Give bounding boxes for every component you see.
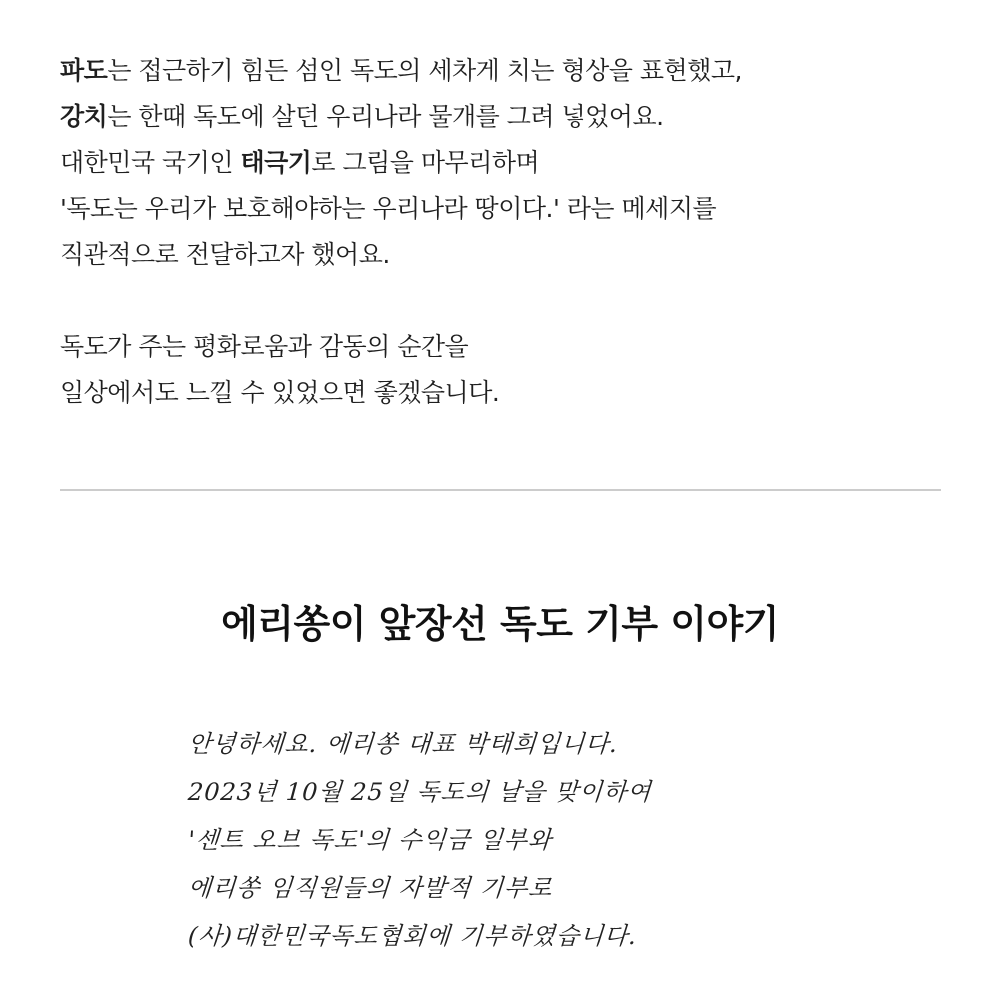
intro-line-7: 일상에서도 느낄 수 있었으면 좋겠습니다. bbox=[60, 378, 500, 407]
intro-text-block bbox=[60, 48, 960, 416]
handwritten-line-2: 2023년 10월 25일 독도의 날을 맞이하여 bbox=[187, 778, 653, 806]
intro-line-4: '독도는 우리가 보호해야하는 우리나라 땅이다.' 라는 메세지를 bbox=[60, 194, 717, 223]
keyword-wave: 파도 bbox=[60, 56, 108, 85]
intro-line-3-before: 대한민국 국기인 bbox=[60, 148, 241, 177]
handwritten-line-4: 에리쏭 임직원들의 자발적 기부로 bbox=[187, 874, 554, 902]
handwritten-line-1: 안녕하세요. 에리쏭 대표 박태희입니다. bbox=[187, 730, 620, 758]
section-divider bbox=[60, 489, 941, 491]
paragraph-gap bbox=[60, 278, 960, 324]
intro-line-5: 직관적으로 전달하고자 했어요. bbox=[60, 240, 390, 269]
intro-line-2 bbox=[60, 94, 960, 140]
intro-line-3 bbox=[60, 140, 960, 186]
intro-line-1-text: 는 접근하기 힘든 섬인 독도의 세차게 치는 형상을 표현했고, bbox=[107, 56, 742, 85]
handwritten-line-5: (사)대한민국독도협회에 기부하였습니다. bbox=[187, 922, 639, 950]
intro-line-1 bbox=[60, 48, 960, 94]
intro-line-3-after: 로 그림을 마무리하며 bbox=[311, 148, 540, 177]
keyword-sea-lion: 강치 bbox=[60, 102, 108, 131]
intro-line-2-text: 는 한때 독도에 살던 우리나라 물개를 그려 넣었어요. bbox=[107, 102, 664, 131]
handwritten-line-3: '센트 오브 독도'의 수익금 일부와 bbox=[187, 826, 554, 854]
handwritten-letter bbox=[188, 720, 888, 960]
keyword-taegeukgi: 태극기 bbox=[240, 148, 312, 177]
story-title: 에리쏭이 앞장선 독도 기부 이야기 bbox=[221, 602, 779, 646]
intro-line-6: 독도가 주는 평화로움과 감동의 순간을 bbox=[60, 332, 469, 361]
